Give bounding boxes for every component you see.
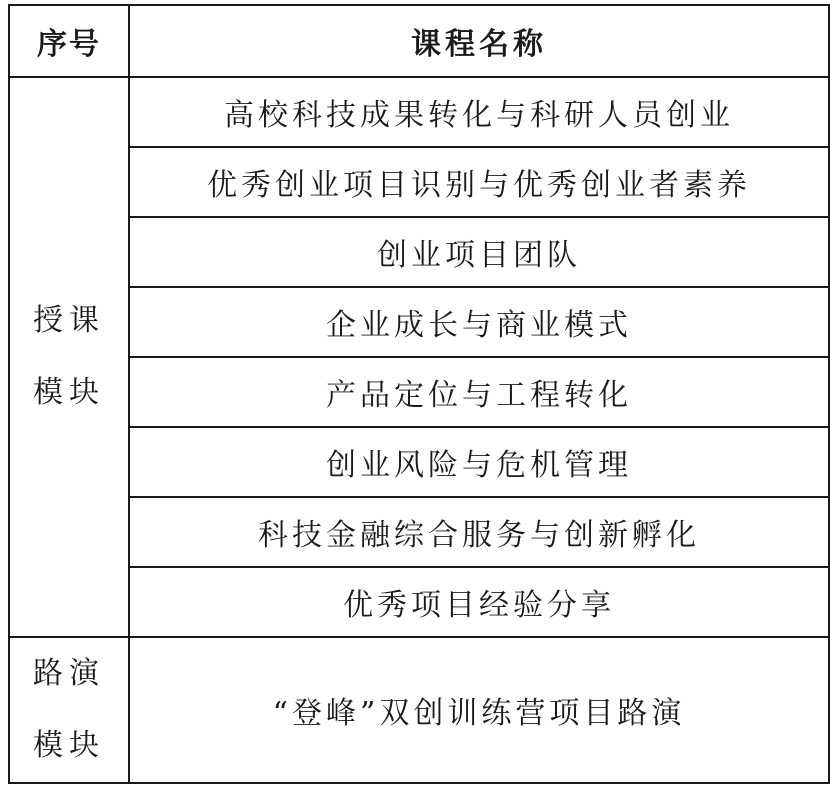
header-name-cell: 课程名称 xyxy=(129,5,829,77)
course-name-cell: 产品定位与工程转化 xyxy=(129,357,829,427)
module-label-line: 模块 xyxy=(33,728,105,763)
module-label xyxy=(33,638,105,782)
course-name-cell: “登峰”双创训练营项目路演 xyxy=(129,637,829,783)
table-row xyxy=(9,427,829,497)
table-row xyxy=(9,77,829,147)
course-name-cell: 科技金融综合服务与创新孵化 xyxy=(129,497,829,567)
module-cell-roadshow xyxy=(9,637,129,783)
course-name-cell: 创业项目团队 xyxy=(129,217,829,287)
table-row xyxy=(9,567,829,637)
module-cell-teaching xyxy=(9,77,129,637)
table-row xyxy=(9,357,829,427)
course-name-cell: 创业风险与危机管理 xyxy=(129,427,829,497)
header-seq-cell: 序号 xyxy=(9,5,129,77)
module-label-line: 模块 xyxy=(33,375,105,410)
course-table xyxy=(8,4,830,784)
course-name-cell: 企业成长与商业模式 xyxy=(129,287,829,357)
course-name-cell: 优秀项目经验分享 xyxy=(129,567,829,637)
table-header-row xyxy=(9,5,829,77)
table-row xyxy=(9,217,829,287)
table-row xyxy=(9,637,829,783)
module-label xyxy=(33,285,105,429)
table-row xyxy=(9,147,829,217)
table-row xyxy=(9,287,829,357)
module-label-line: 授课 xyxy=(33,303,105,338)
course-name-cell: 高校科技成果转化与科研人员创业 xyxy=(129,77,829,147)
table-row xyxy=(9,497,829,567)
module-label-line: 路演 xyxy=(33,656,105,691)
course-name-cell: 优秀创业项目识别与优秀创业者素养 xyxy=(129,147,829,217)
